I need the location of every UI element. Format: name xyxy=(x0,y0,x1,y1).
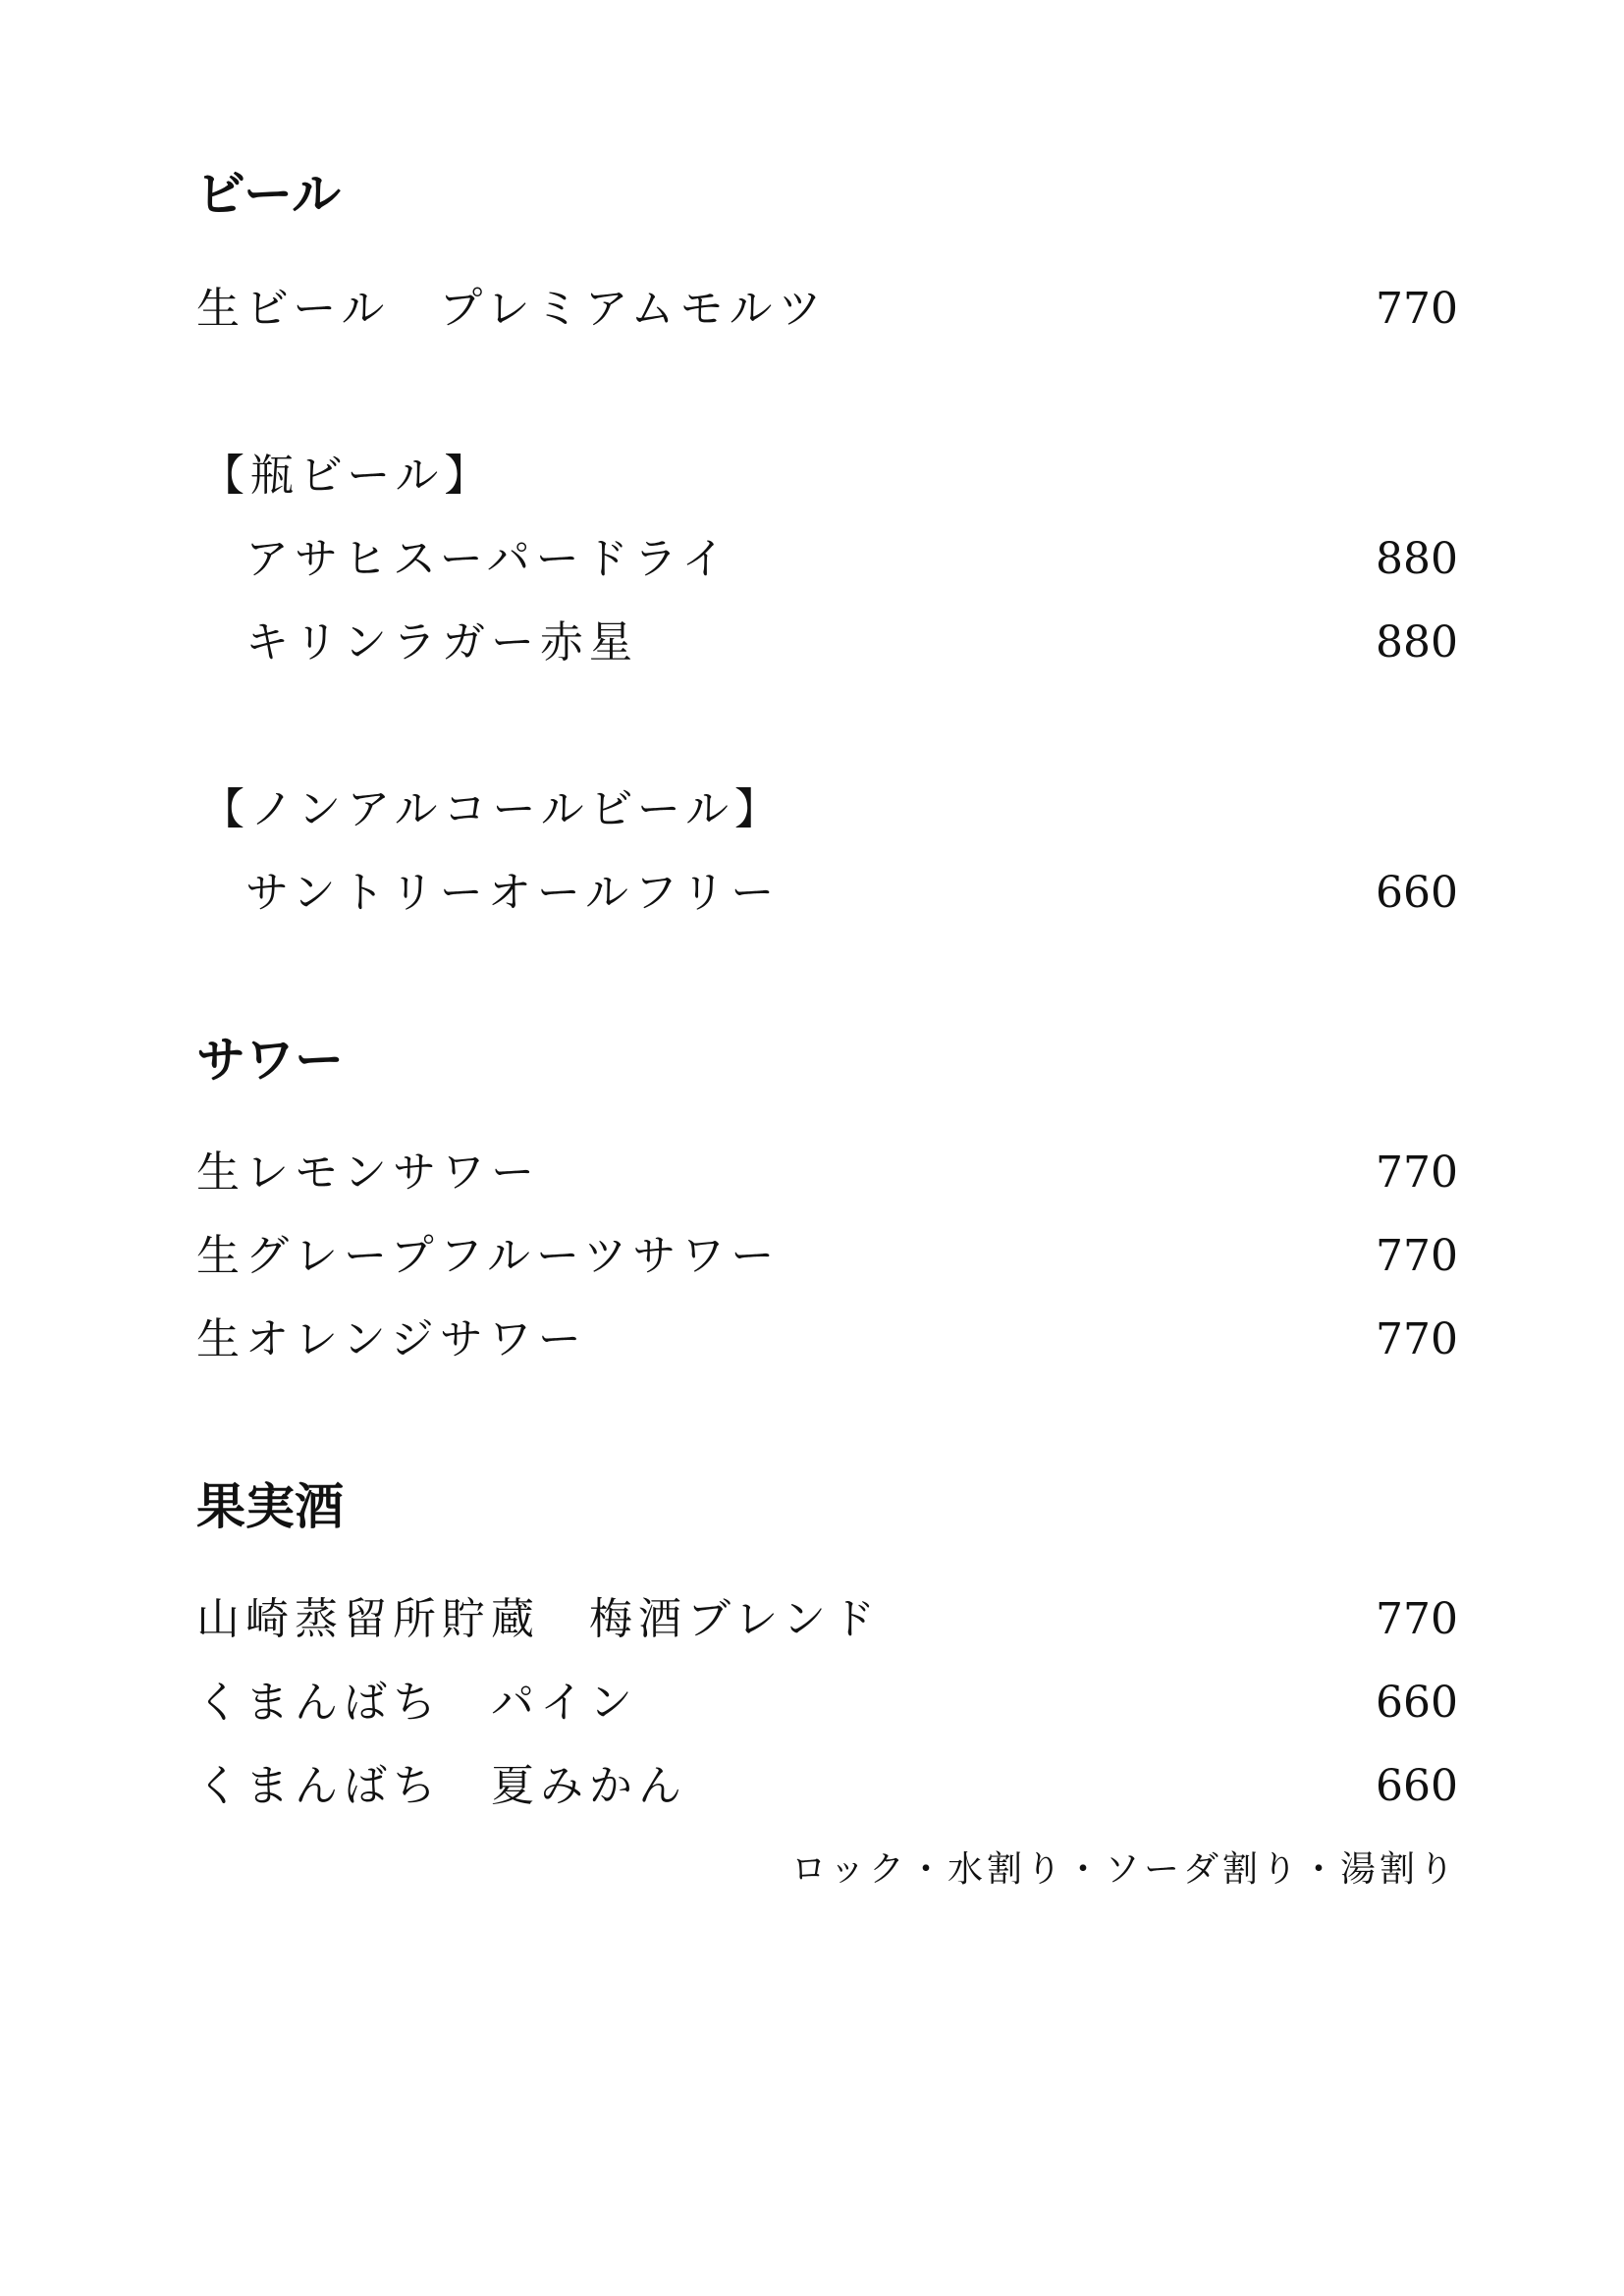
section-title-sour: サワー xyxy=(196,1031,344,1089)
menu-item-price: 770 xyxy=(1376,1594,1458,1644)
subsection-title-nonalcohol-beer: 【ノンアルコールビール】 xyxy=(201,784,784,834)
menu-item-nonalcohol-beer xyxy=(196,864,1458,923)
menu-item-fruit-liquor xyxy=(196,1590,1458,1649)
menu-item-fruit-liquor xyxy=(196,1674,1458,1733)
menu-item-fruit-liquor xyxy=(196,1757,1458,1816)
serving-style-note: ロック・水割り・ソーダ割り・湯割り xyxy=(790,1849,1458,1890)
menu-item-name: くまんばち 夏みかん xyxy=(196,1761,687,1811)
menu-item-name: 生グレープフルーツサワー xyxy=(196,1231,781,1281)
section-title-beer: ビール xyxy=(196,165,341,223)
menu-item-name: 生レモンサワー xyxy=(196,1148,540,1198)
menu-item-name: アサヒスーパードライ xyxy=(245,534,731,584)
menu-item-bottle-beer xyxy=(196,614,1458,672)
section-title-fruit-liquor: 果実酒 xyxy=(196,1477,344,1535)
menu-item-name: 山崎蒸留所貯蔵 梅酒ブレンド xyxy=(196,1594,882,1644)
menu-item-price: 770 xyxy=(1376,1148,1458,1198)
menu-item-price: 770 xyxy=(1376,284,1458,334)
menu-item-name: サントリーオールフリー xyxy=(245,868,781,918)
menu-item-sour xyxy=(196,1227,1458,1286)
menu-item-draft-beer xyxy=(196,280,1458,339)
menu-item-name: 生ビール プレミアムモルツ xyxy=(196,284,828,334)
menu-item-price: 880 xyxy=(1376,534,1458,584)
menu-item-price: 660 xyxy=(1376,1761,1458,1811)
menu-item-price: 770 xyxy=(1376,1231,1458,1281)
menu-item-name: 生オレンジサワー xyxy=(196,1314,587,1364)
menu-item-price: 660 xyxy=(1376,1678,1458,1728)
menu-item-price: 880 xyxy=(1376,617,1458,667)
menu-item-bottle-beer xyxy=(196,530,1458,589)
subsection-title-bottle-beer: 【瓶ビール】 xyxy=(201,451,494,501)
menu-item-price: 770 xyxy=(1376,1314,1458,1364)
menu-item-price: 660 xyxy=(1376,868,1458,918)
menu-item-name: キリンラガー赤星 xyxy=(245,617,638,667)
menu-item-name: くまんばち パイン xyxy=(196,1678,638,1728)
menu-item-sour xyxy=(196,1144,1458,1202)
menu-item-sour xyxy=(196,1310,1458,1369)
